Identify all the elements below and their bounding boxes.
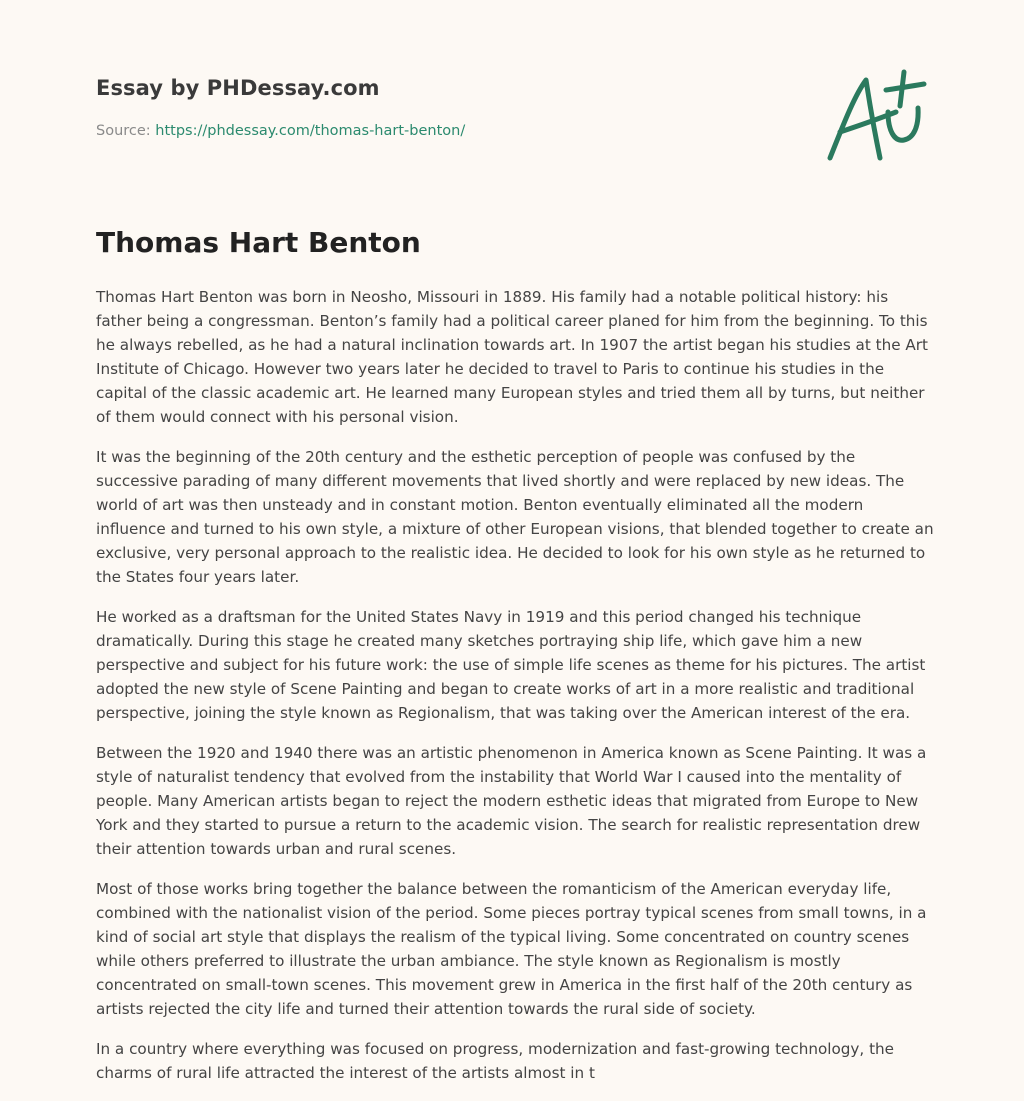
essay-paragraph: It was the beginning of the 20th century and the esthetic perception of people was confused by the successive parading of many different movements that lived shortly and were replaced by new ideas. The world of art was then unsteady and in constant motion. Benton eventually eliminated all the modern influence and turned to his own style, a mixture of other European visions, that blended together to create an exclusive, very personal approach to the realistic idea. He decided to look for his own style as he returned to the States four years later.: [96, 448, 934, 586]
source-line: [96, 123, 465, 139]
essay-paragraph: Most of those works bring together the balance between the romanticism of the American everyday life, combined with the nationalist vision of the period. Some pieces portray typical scenes from small towns, in a kind of social art style that displays the realism of the typical living. Some concentrated on country scenes while others preferred to illustrate the urban ambiance. The style known as Regionalism is mostly concentrated on small-town scenes. This movement grew in America in the first half of the 20th century as artists rejected the city life and turned their attention towards the rural side of society.: [96, 880, 927, 1018]
essay-title: Thomas Hart Benton: [96, 226, 421, 259]
essay-paragraph: Between the 1920 and 1940 there was an artistic phenomenon in America known as Scene Painting. It was a style of naturalist tendency that evolved from the instability that World War I caused into the mentality of people. Many American artists began to reject the modern esthetic ideas that migrated from Europe to New York and they started to pursue a return to the academic vision. The search for realistic representation drew their attention towards urban and rural scenes.: [96, 744, 927, 858]
essay-paragraph: Thomas Hart Benton was born in Neosho, Missouri in 1889. His family had a notable political history: his father being a congressman. Benton’s family had a political career planed for him from the beginning. To this he always rebelled, as he had a natural inclination towards art. In 1907 the artist began his studies at the Art Institute of Chicago. However two years later he decided to travel to Paris to continue his studies in the capital of the classic academic art. He learned many European styles and tried them all by turns, but neither of them would connect with his personal vision.: [96, 288, 928, 426]
essay-body: [96, 285, 936, 1101]
source-link[interactable]: https://phdessay.com/thomas-hart-benton/: [155, 123, 466, 139]
essay-paragraph: He worked as a draftsman for the United States Navy in 1919 and this period changed his technique dramatically. During this stage he created many sketches portraying ship life, which gave him a new perspective and subject for his future work: the use of simple life scenes as theme for his pictures. The artist adopted the new style of Scene Painting and began to create works of art in a more realistic and traditional perspective, joining the style known as Regionalism, that was taking over the American interest of the era.: [96, 608, 926, 722]
site-title: Essay by PHDessay.com: [96, 76, 380, 100]
essay-paragraph: In a country where everything was focused on progress, modernization and fast-growing technology, the charms of rural life attracted the interest of the artists almost in t: [96, 1040, 895, 1082]
source-label: Source:: [96, 123, 156, 139]
a-plus-logo-icon: [820, 66, 930, 166]
